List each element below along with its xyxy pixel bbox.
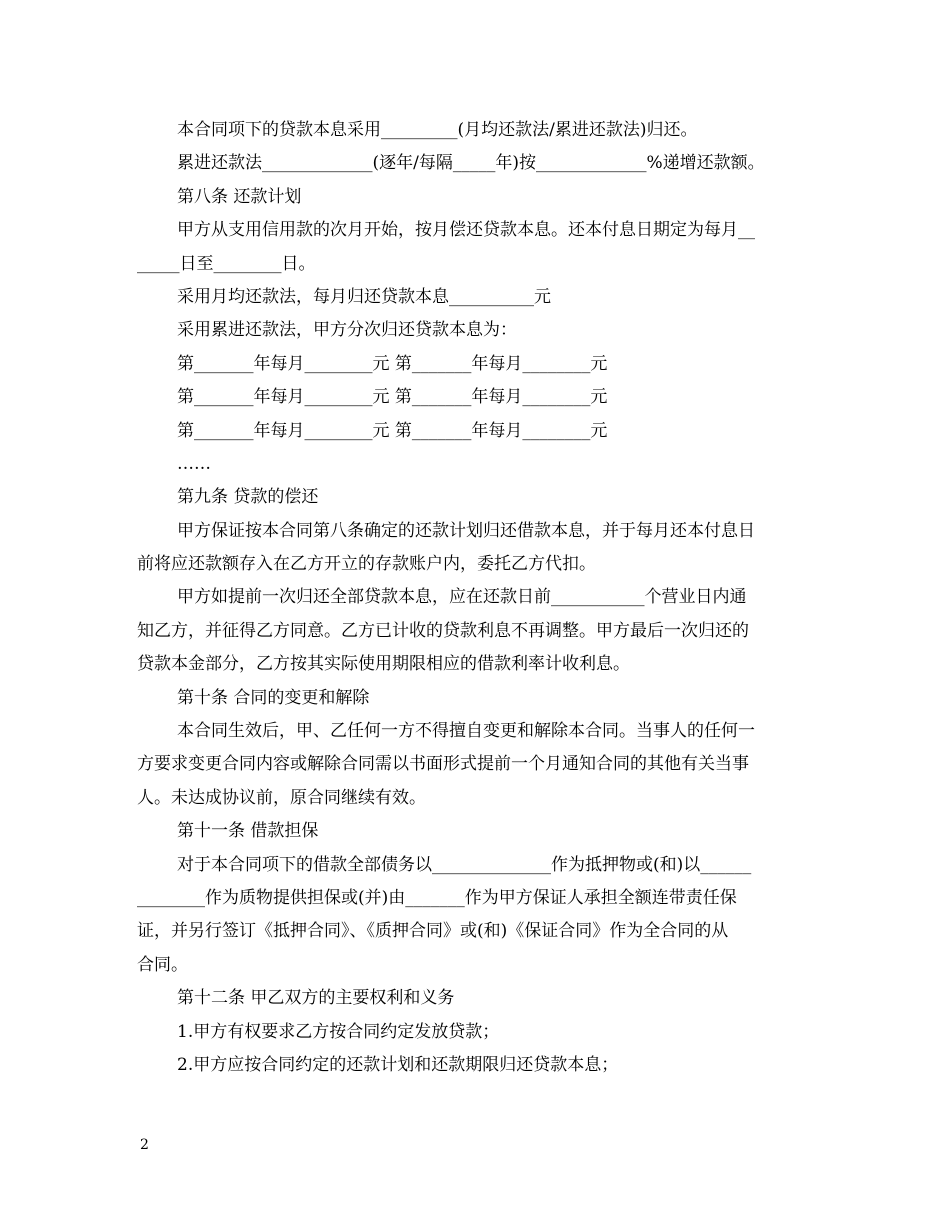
text-line: 知乙方，并征得乙方同意。乙方已计收的贷款利息不再调整。甲方最后一次归还的 <box>137 620 749 641</box>
text-line: 第_______年每月________元 第_______年每月________元 <box>177 353 608 374</box>
text-line: 第十一条 借款担保 <box>177 821 319 842</box>
text-line: 2.甲方应按合同约定的还款计划和还款期限归还贷款本息； <box>177 1054 619 1075</box>
text-line: 第八条 还款计划 <box>177 186 302 207</box>
text-line: 对于本合同项下的借款全部债务以______________作为抵押物或(和)以______ <box>177 854 752 875</box>
text-line: 本合同生效后，甲、乙任何一方不得擅自变更和解除本合同。当事人的任何一 <box>177 721 755 742</box>
text-line: 第十条 合同的变更和解除 <box>177 687 370 708</box>
text-line: _____日至________日。 <box>137 253 316 274</box>
text-line: 贷款本金部分，乙方按其实际使用期限相应的借款利率计收利息。 <box>137 654 630 675</box>
text-line: 本合同项下的贷款本息采用_________(月均还款法/累进还款法)归还。 <box>177 120 698 140</box>
text-line: 合同。 <box>137 954 188 975</box>
text-line: 第十二条 甲乙双方的主要权利和义务 <box>177 988 455 1009</box>
text-line: 采用累进还款法，甲方分次归还贷款本息为： <box>177 320 517 341</box>
page-number: 2 <box>140 1137 149 1153</box>
text-line: 甲方如提前一次归还全部贷款本息，应在还款日前___________个营业日内通 <box>177 587 747 608</box>
text-line: 1.甲方有权要求乙方按合同约定发放贷款； <box>177 1021 500 1042</box>
text-line: 甲方从支用信用款的次月开始，按月偿还贷款本息。还本付息日期定为每月__ <box>177 220 755 241</box>
text-line: 证，并另行签订《抵押合同》、《质押合同》或(和)《保证合同》作为全合同的从 <box>137 921 729 942</box>
document-body <box>137 114 817 1082</box>
text-line: 累进还款法_____________(逐年/每隔_____年)按_____________%递增还款额。 <box>177 153 765 174</box>
text-line: 第九条 贷款的偿还 <box>177 487 319 508</box>
text-line: 甲方保证按本合同第八条确定的还款计划归还借款本息，并于每月还本付息日 <box>177 520 755 541</box>
text-line: 采用月均还款法，每月归还贷款本息__________元 <box>177 286 551 307</box>
text-line: ________作为质物提供担保或(并)由_______作为甲方保证人承担全额连带责任保 <box>137 887 737 908</box>
text-line: …… <box>177 453 211 474</box>
text-line: 方要求变更合同内容或解除合同需以书面形式提前一个月通知合同的其他有关当事 <box>137 754 749 775</box>
text-line: 第_______年每月________元 第_______年每月________元 <box>177 387 608 408</box>
text-line: 人。未达成协议前，原合同继续有效。 <box>137 787 426 808</box>
text-line: 前将应还款额存入在乙方开立的存款账户内，委托乙方代扣。 <box>137 554 596 575</box>
text-line: 第_______年每月________元 第_______年每月________元 <box>177 420 608 441</box>
